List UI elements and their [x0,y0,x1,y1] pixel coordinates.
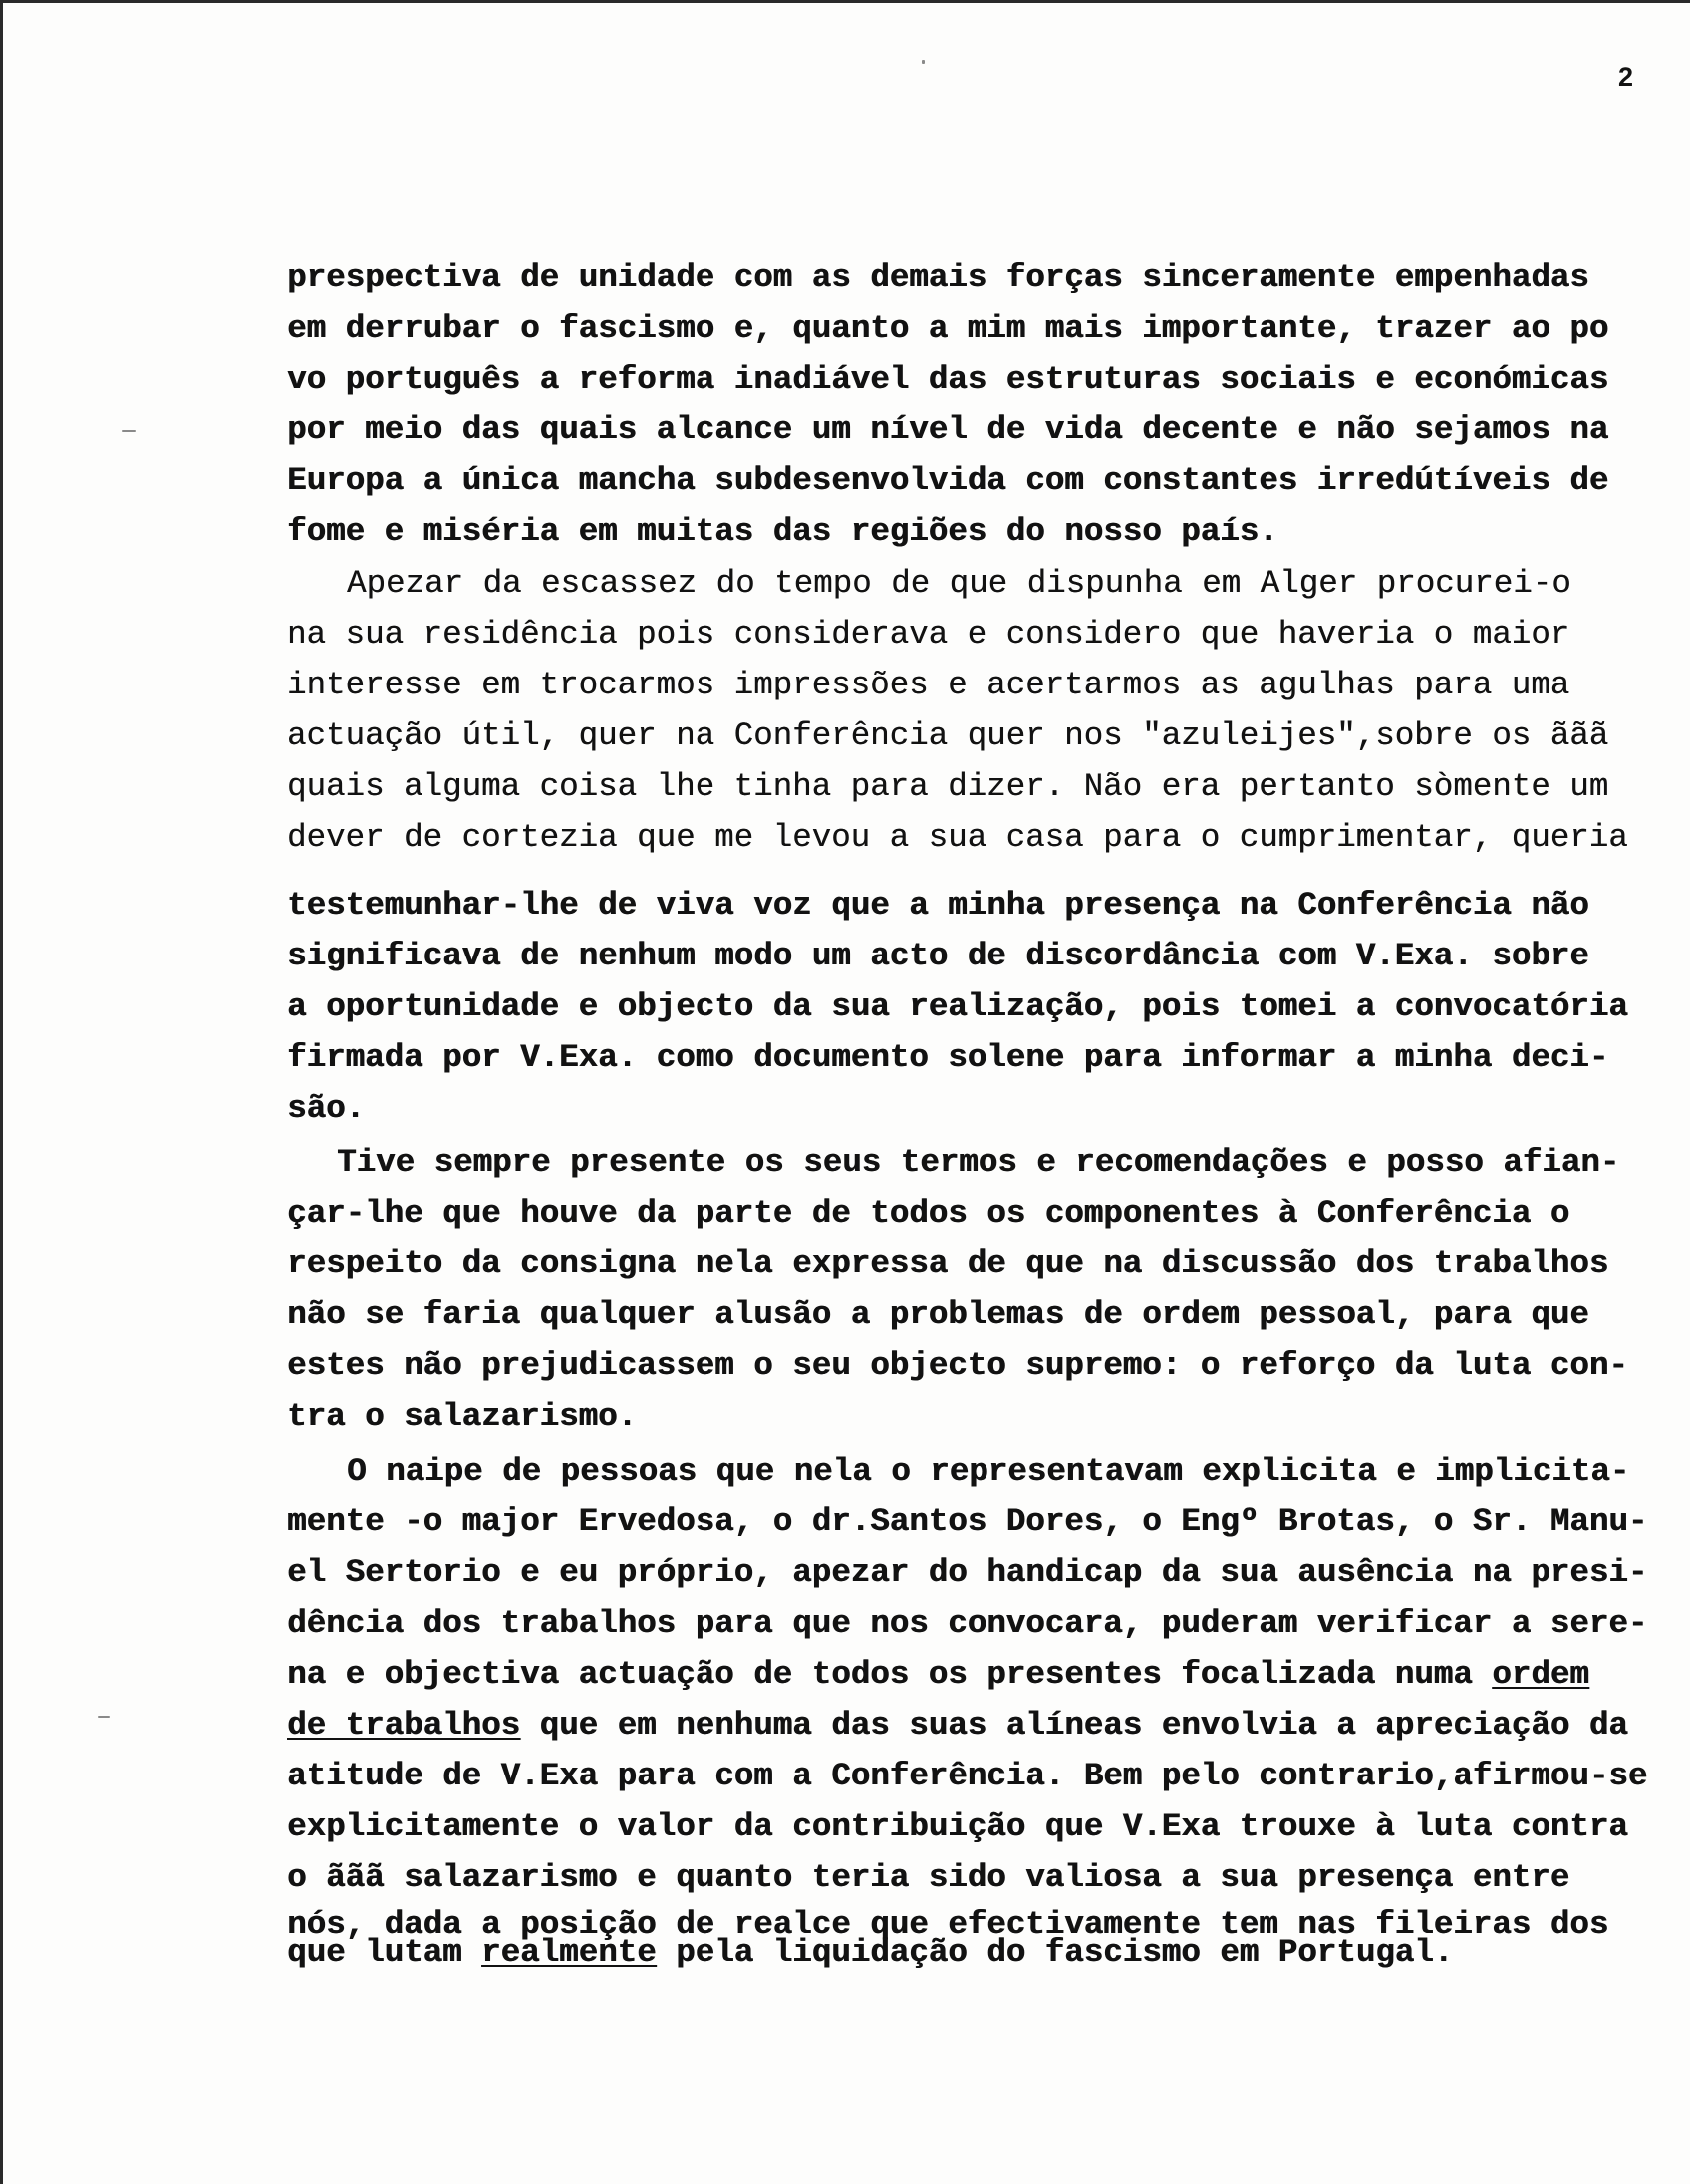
text-line: nós, dada a posição de realce que efectivamente tem nas fileiras dos [287,1906,1609,1943]
text-line: respeito da consigna nela expressa de que na discussão dos trabalhos [287,1245,1609,1282]
text-line: dever de cortezia que me levou a sua casa para o cumprimentar, queria [287,819,1628,856]
text-line: O naipe de pessoas que nela o representavam explicita e implicita- [347,1453,1630,1490]
scan-speck [98,1716,110,1718]
text-line: não se faria qualquer alusão a problemas de ordem pessoal, para que [287,1296,1589,1333]
text-line: significava de nenhum modo um acto de discordância com V.Exa. sobre [287,938,1589,974]
text-line: interesse em trocarmos impressões e acertarmos as agulhas para uma [287,667,1570,703]
text-line: são. [287,1090,366,1127]
text-line: estes não prejudicassem o seu objecto supremo: o reforço da luta con- [287,1347,1628,1384]
text-line: por meio das quais alcance um nível de vida decente e não sejamos na [287,411,1609,448]
scan-left-edge [0,0,3,2184]
text-line [287,1933,1453,1973]
text-line: a oportunidade e objecto da sua realização, pois tomei a convocatória [287,988,1628,1025]
text-line [287,1706,1628,1746]
line-text: que lutam [287,1934,482,1971]
text-line: çar-lhe que houve da parte de todos os componentes à Conferência o [287,1195,1570,1231]
text-line: mente -o major Ervedosa, o dr.Santos Dores, o Engº Brotas, o Sr. Manu- [287,1503,1648,1540]
text-line: dência dos trabalhos para que nos convocara, puderam verificar a sere- [287,1605,1648,1642]
scan-top-edge [0,0,1690,3]
text-line: Tive sempre presente os seus termos e recomendações e posso afian- [337,1144,1620,1181]
text-line: el Sertorio e eu próprio, apezar do handicap da sua ausência na presi- [287,1554,1648,1591]
scan-speck [922,60,925,64]
text-line [287,1655,1589,1695]
line-text: que em nenhuma das suas alíneas envolvia a apreciação da [520,1707,1628,1744]
text-line: firmada por V.Exa. como documento solene para informar a minha deci- [287,1039,1609,1076]
text-line: tra o salazarismo. [287,1398,638,1435]
text-line: explicitamente o valor da contribuição que V.Exa trouxe à luta contra [287,1808,1628,1845]
text-line: testemunhar-lhe de viva voz que a minha presença na Conferência não [287,887,1589,924]
underlined-text: de trabalhos [287,1707,521,1744]
text-line: prespectiva de unidade com as demais forças sinceramente empenhadas [287,259,1589,296]
text-line: Apezar da escassez do tempo de que dispunha em Alger procurei-o [347,565,1571,602]
text-line: em derrubar o fascismo e, quanto a mim mais importante, trazer ao po [287,310,1609,347]
page-number: 2 [1618,62,1634,92]
text-line: actuação útil, quer na Conferência quer nos "azuleijes",sobre os ããã [287,717,1609,754]
text-line: na sua residência pois considerava e considero que haveria o maior [287,616,1570,653]
line-text: na e objectiva actuação de todos os presentes focalizada numa [287,1656,1493,1693]
text-line: o ããã salazarismo e quanto teria sido valiosa a sua presença entre [287,1859,1570,1896]
text-line: vo português a reforma inadiável das estruturas sociais e económicas [287,361,1609,398]
text-line: fome e miséria em muitas das regiões do nosso país. [287,513,1278,550]
text-line: Europa a única mancha subdesenvolvida com constantes irredútíveis de [287,462,1609,499]
text-line: quais alguma coisa lhe tinha para dizer. Não era pertanto sòmente um [287,768,1609,805]
underlined-text: ordem [1492,1656,1589,1693]
scan-speck [122,430,136,432]
text-line: atitude de V.Exa para com a Conferência. Bem pelo contrario,afirmou-se [287,1758,1648,1794]
underlined-text: realmente [481,1934,657,1971]
line-text: pela liquidação do fascismo em Portugal. [656,1934,1454,1971]
